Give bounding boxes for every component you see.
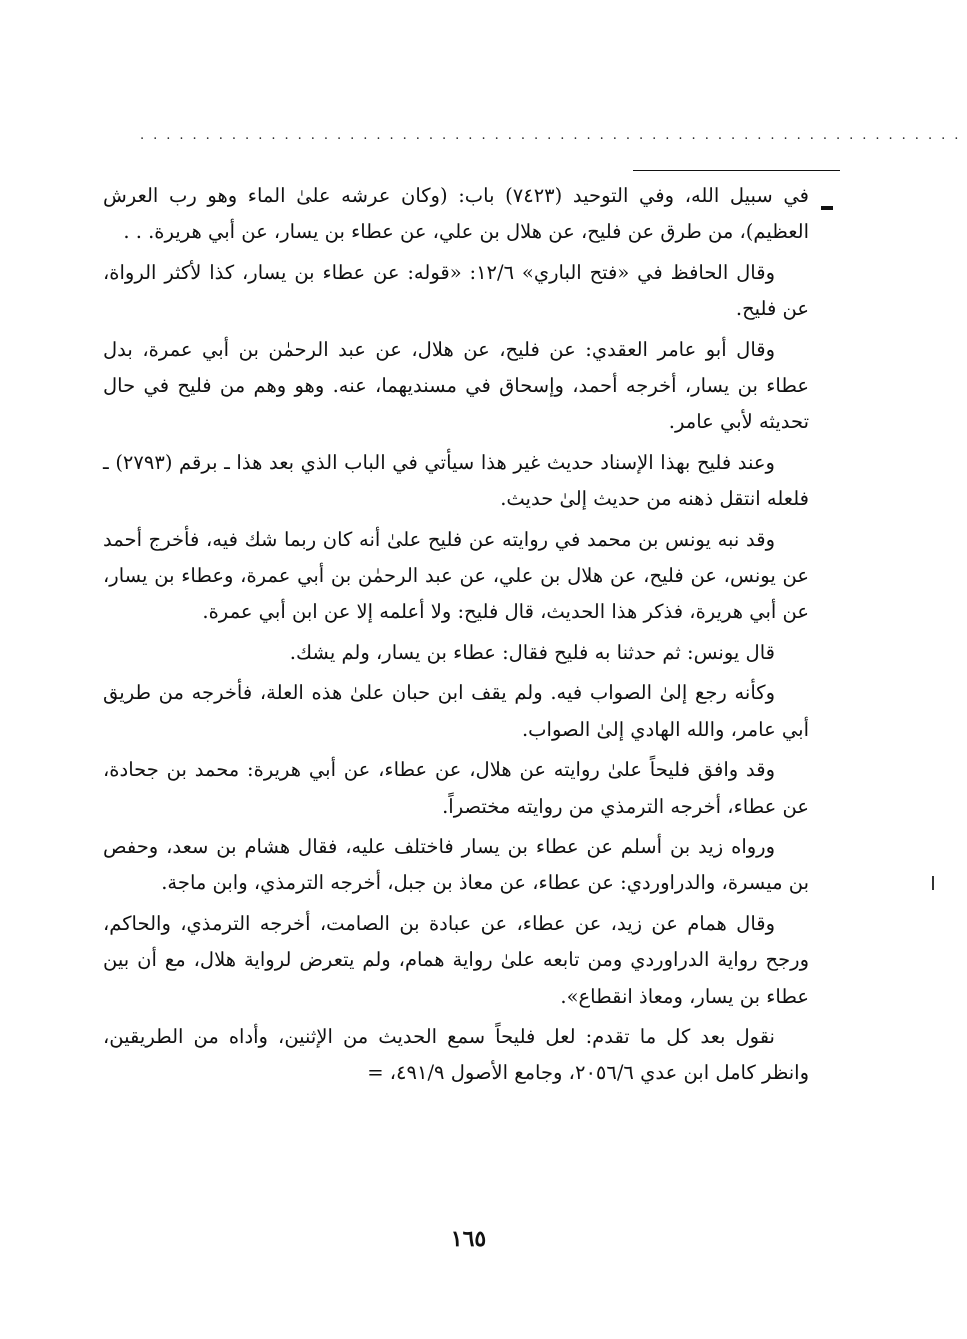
paragraph-11: نقول بعد كل ما تقدم: لعل فليحاً سمع الحديث من الإثنين، وأداه من الطريقين، وانظر كامل ابن عدي ٢٠٥٦/٦، وجامع الأصول ٤٩١/٩، = bbox=[103, 1024, 809, 1085]
dotted-separator: ............................................................... bbox=[140, 128, 967, 143]
paragraph-2: وقال الحافظ في «فتح الباري» ١٢/٦: «قوله: عن عطاء بن يسار، كذا لأكثر الرواة، عن فليح. bbox=[103, 260, 809, 321]
paragraph-9: ورواه زيد بن أسلم عن عطاء بن يسار فاختلف عليه، فقال هشام بن سعد، وحفص بن ميسرة، والدراوردي: عن عطاء، عن معاذ بن جبل، أخرجه الترمذي، وابن ماجة. bbox=[103, 834, 809, 895]
paragraph-1: في سبيل الله، وفي التوحيد (٧٤٢٣) باب: (وكان عرشه علىٰ الماء وهو رب العرش العظيم)، من طرق عن فليح، عن هلال بن علي، عن عطاء بن يسار، عن أبي هريرة. . . bbox=[103, 184, 809, 244]
margin-mark bbox=[932, 876, 934, 890]
paragraph-3: وقال أبو عامر العقدي: عن فليح، عن هلال، عن عبد الرحمٰن بن أبي عمرة، بدل عطاء بن يسار، أخرجه أحمد، وإسحاق في مسنديهما، عنه. وهو وهم من فليح في حال تحديثه لأبي عامر. bbox=[103, 337, 809, 434]
paragraph-4: وعند فليح بهذا الإسناد حديث غير هذا سيأتي في الباب الذي بعد هذا ـ برقم (٢٧٩٣) ـ فلعله انتقل ذهنه من حديث إلىٰ حديث. bbox=[103, 450, 809, 511]
footnote-text bbox=[103, 178, 809, 1096]
footnote-rule bbox=[633, 170, 840, 171]
page-number: ١٦٥ bbox=[450, 1226, 487, 1252]
paragraph-5: وقد نبه يونس بن محمد في روايته عن فليح علىٰ أنه كان ربما شك فيه، فأخرج أحمد عن يونس، عن فليح، عن هلال بن علي، عن عبد الرحمٰن بن أبي عمرة، وعطاء بن يسار، عن أبي هريرة، فذكر هذا الحديث، قال فليح: ولا أعلمه إلا عن ابن أبي عمرة. bbox=[103, 527, 809, 624]
paragraph-10: وقال همام عن زيد، عن عطاء، عن عبادة بن الصامت، أخرجه الترمذي، والحاكم، ورجح رواية الدراوردي ومن تابعه علىٰ رواية همام، ولم يتعرض لرواية هلال، مع أن بين عطاء بن يسار، ومعاذ انقطاع». bbox=[103, 911, 809, 1008]
paragraph-7: وكأنه رجع إلىٰ الصواب فيه. ولم يقف ابن حبان علىٰ هذه العلة، فأخرجه من طريق أبي عامر، والله الهادي إلىٰ الصواب. bbox=[103, 681, 809, 741]
continuation-mark bbox=[821, 206, 833, 210]
paragraph-6: قال يونس: ثم حدثنا به فليح فقال: عطاء بن يسار، ولم يشك. bbox=[289, 640, 775, 664]
paragraph-8: وقد وافق فليحاً علىٰ روايته عن هلال، عن عطاء، عن أبي هريرة: محمد بن جحادة، عن عطاء، أخرجه الترمذي من روايته مختصراً. bbox=[103, 758, 809, 818]
